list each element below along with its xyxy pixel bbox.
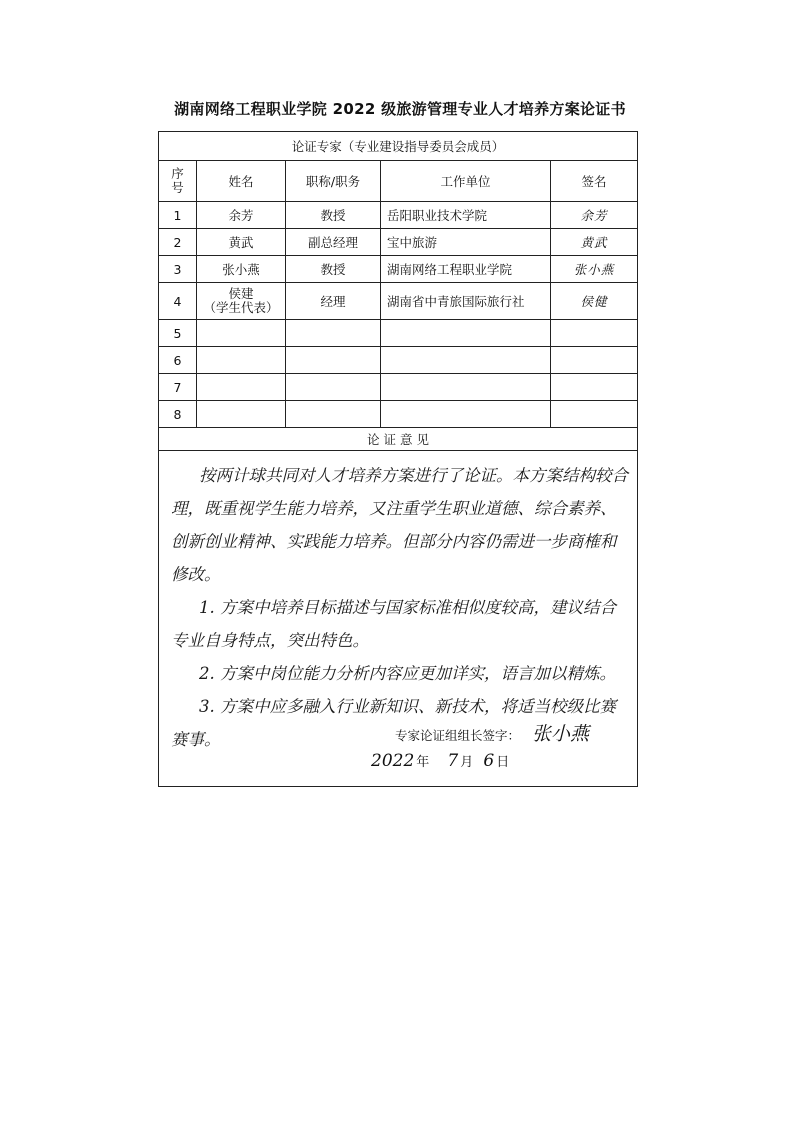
row-signature [551,347,638,374]
table-row [159,202,638,229]
row-position: 经理 [286,283,381,320]
leader-signature: 张小燕 [532,723,590,745]
opinion-item: 2. 方案中岗位能力分析内容应更加详实，语言加以精炼。 [199,664,616,683]
row-signature: 张小燕 [551,256,638,283]
date-month: 7 [447,751,459,771]
date-day-unit: 日 [496,755,510,770]
table-row [159,401,638,428]
signing-date [369,751,509,771]
row-name [197,401,286,428]
column-header-position: 职称/职务 [286,161,381,202]
opinion-section-header: 论 证 意 见 [159,428,638,451]
row-signature [551,374,638,401]
certification-form-table [158,131,638,787]
row-workplace: 湖南省中青旅国际旅行社 [381,283,551,320]
column-header-name: 姓名 [197,161,286,202]
row-seq: 8 [159,401,197,428]
table-row [159,256,638,283]
date-month-unit: 月 [460,755,474,770]
row-seq: 3 [159,256,197,283]
row-position [286,347,381,374]
date-year-unit: 年 [416,755,430,770]
table-row [159,229,638,256]
table-row [159,347,638,374]
opinion-handwriting [159,451,637,756]
row-name: 余芳 [197,202,286,229]
row-signature: 黄武 [551,229,638,256]
row-signature [551,401,638,428]
column-header-workplace: 工作单位 [381,161,551,202]
column-header-seq-bottom: 号 [171,180,184,195]
row-seq: 5 [159,320,197,347]
row-workplace [381,374,551,401]
row-name: 黄武 [197,229,286,256]
date-day: 6 [483,751,495,771]
row-name [197,320,286,347]
page-title: 湖南网络工程职业学院 2022 级旅游管理专业人才培养方案论证书 [174,100,626,118]
row-position [286,401,381,428]
row-position [286,320,381,347]
table-row [159,374,638,401]
opinion-cell [159,451,638,787]
leader-label: 专家论证组组长签字： [395,728,521,743]
row-position: 教授 [286,256,381,283]
experts-section-header: 论证专家（专业建设指导委员会成员） [159,132,638,161]
row-workplace: 宝中旅游 [381,229,551,256]
column-header-signature: 签名 [551,161,638,202]
row-workplace: 湖南网络工程职业学院 [381,256,551,283]
column-header-seq [159,161,197,202]
opinion-item: 3. 方案中应多融入行业新知识、新技术，将适当校级比赛赛事。 [171,697,616,749]
opinion-item: 1. 方案中培养目标描述与国家标准相似度较高，建议结合专业自身特点，突出特色。 [171,598,616,650]
table-row [159,283,638,320]
row-seq: 7 [159,374,197,401]
row-name [197,347,286,374]
row-seq: 4 [159,283,197,320]
row-seq: 2 [159,229,197,256]
row-position: 副总经理 [286,229,381,256]
row-workplace [381,401,551,428]
row-name-note: （学生代表） [203,300,279,315]
row-workplace: 岳阳职业技术学院 [381,202,551,229]
row-signature [551,320,638,347]
row-position [286,374,381,401]
row-name [197,374,286,401]
row-signature: 侯健 [551,283,638,320]
row-name: 侯建 [228,286,254,301]
row-name: 张小燕 [197,256,286,283]
column-header-seq-top: 序 [171,166,184,181]
row-signature: 余芳 [551,202,638,229]
row-position: 教授 [286,202,381,229]
leader-signature-line [395,719,589,746]
table-row [159,320,638,347]
row-workplace [381,320,551,347]
row-workplace [381,347,551,374]
date-year: 2022 [371,751,415,771]
row-name-cell [197,283,286,320]
row-seq: 6 [159,347,197,374]
row-seq: 1 [159,202,197,229]
opinion-intro: 按两计球共同对人才培养方案进行了论证。本方案结构较合理，既重视学生能力培养，又注重学生职业道德、综合素养、创新创业精神、实践能力培养。但部分内容仍需进一步商榷和修改。 [171,466,628,584]
